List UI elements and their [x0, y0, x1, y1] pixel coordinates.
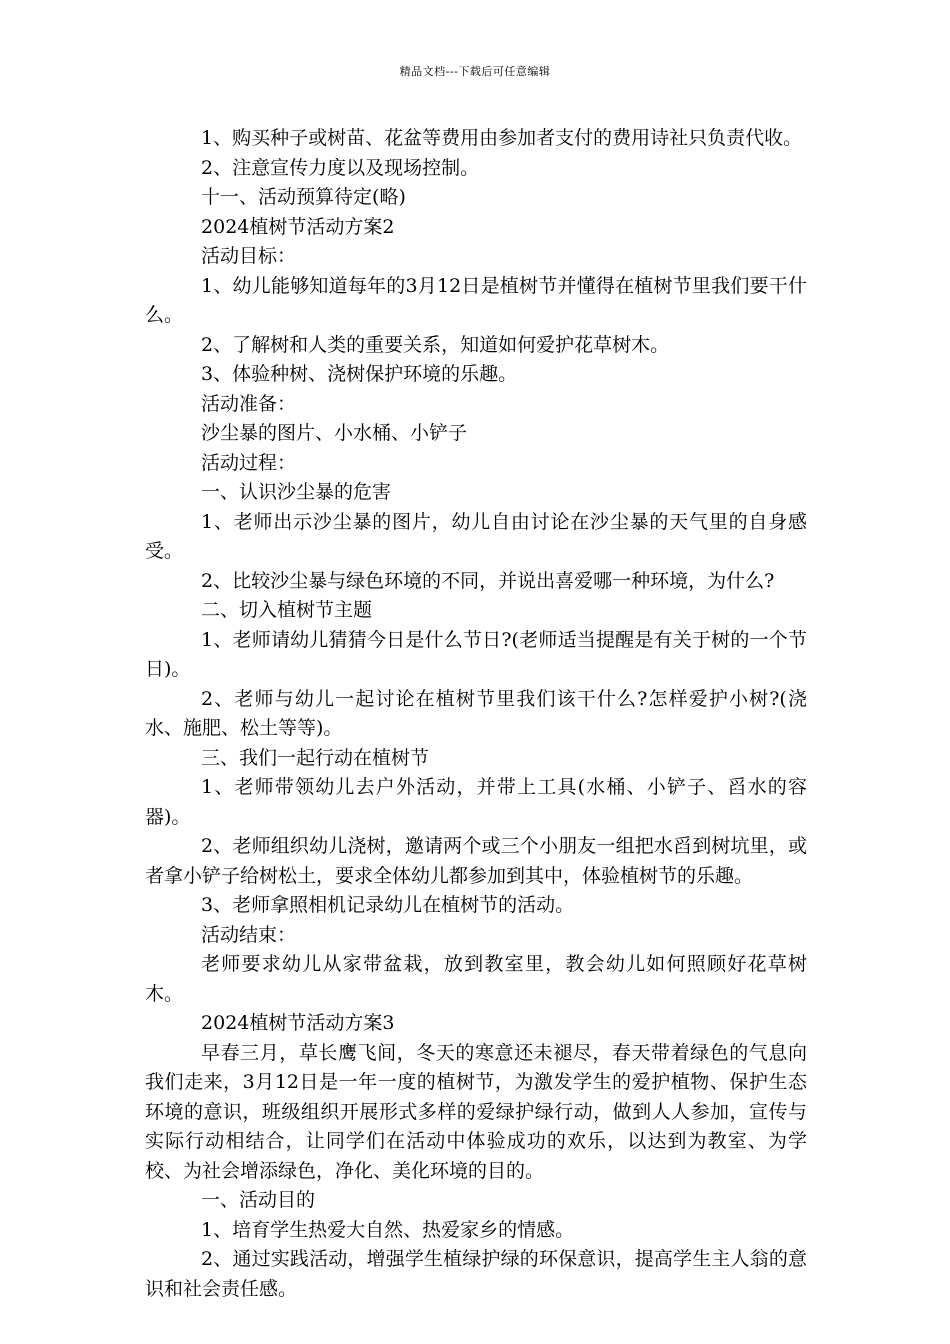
paragraph: 3、体验种树、浇树保护环境的乐趣。 [201, 363, 518, 385]
section-heading: 一、活动目的 [201, 1189, 316, 1211]
page-header: 精品文档---下载后可任意编辑 [399, 65, 551, 78]
plan-title: 2024植树节活动方案2 [201, 215, 395, 238]
paragraph: 2、了解树和人类的重要关系，知道如何爱护花草树木。 [201, 333, 670, 356]
paragraph: 2、老师组织幼儿浇树，邀请两个或三个小朋友一组把水舀到树坑里，或者拿小铲子给树松土，要求全体幼儿都参加到其中，体验植树节的乐趣。 [145, 835, 807, 887]
section-heading: 三、我们一起行动在植树节 [201, 746, 430, 769]
document-body [145, 124, 807, 1304]
section-heading: 活动目标： [201, 245, 297, 267]
paragraph: 1、幼儿能够知道每年的3月12日是植树节并懂得在植树节里我们要干什么。 [145, 274, 807, 326]
section-heading: 二、切入植树节主题 [201, 599, 373, 621]
paragraph: 1、老师出示沙尘暴的图片，幼儿自由讨论在沙尘暴的天气里的自身感受。 [145, 510, 807, 562]
paragraph: 2、通过实践活动，增强学生植绿护绿的环保意识，提高学生主人翁的意识和社会责任感。 [145, 1248, 807, 1300]
section-heading: 活动过程： [201, 451, 297, 474]
section-heading: 活动准备： [201, 392, 297, 415]
paragraph: 2、老师与幼儿一起讨论在植树节里我们该干什么?怎样爱护小树?(浇水、施肥、松土等等)。 [145, 687, 807, 739]
paragraph: 沙尘暴的图片、小水桶、小铲子 [201, 422, 468, 444]
section-heading: 活动结束： [201, 923, 297, 946]
paragraph: 老师要求幼儿从家带盆栽，放到教室里，教会幼儿如何照顾好花草树木。 [145, 953, 807, 1005]
paragraph: 早春三月，草长鹰飞间，冬天的寒意还未褪尽，春天带着绿色的气息向我们走来，3月12日是一年一度的植树节，为激发学生的爱护植物、保护生态环境的意识，班级组织开展形式多样的爱绿护绿行动，做到人人参加，宣传与实际行动相结合，让同学们在活动中体验成功的欢乐，以达到为教室、为学校、为社会增添绿色，净化、美化环境的目的。 [145, 1041, 807, 1182]
paragraph: 3、老师拿照相机记录幼儿在植树节的活动。 [201, 894, 575, 916]
section-heading: 一、认识沙尘暴的危害 [201, 481, 392, 503]
paragraph: 2、注意宣传力度以及现场控制。 [201, 156, 480, 179]
paragraph: 1、老师请幼儿猜猜今日是什么节日?(老师适当提醒是有关于树的一个节日)。 [145, 628, 807, 680]
paragraph: 1、培育学生热爱大自然、热爱家乡的情感。 [201, 1218, 575, 1241]
paragraph: 1、购买种子或树苗、花盆等费用由参加者支付的费用诗社只负责代收。 [201, 127, 803, 149]
plan-title: 2024植树节活动方案3 [201, 1012, 395, 1034]
paragraph: 2、比较沙尘暴与绿色环境的不同，并说出喜爱哪一种环境，为什么? [201, 569, 775, 592]
paragraph: 1、老师带领幼儿去户外活动，并带上工具(水桶、小铲子、舀水的容器)。 [145, 776, 807, 828]
section-heading: 十一、活动预算待定(略) [201, 186, 406, 208]
